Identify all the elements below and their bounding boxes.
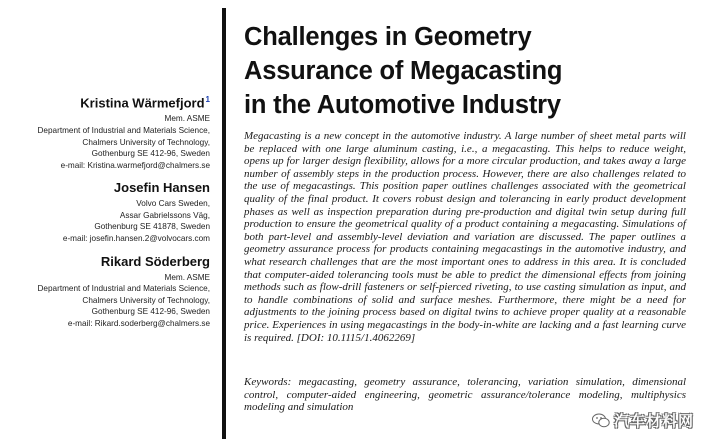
author-column bbox=[0, 92, 210, 339]
watermark-text: 汽车材料网 bbox=[613, 412, 694, 430]
affiliation-line: e-mail: josefin.hansen.2@volvocars.com bbox=[62, 234, 210, 244]
affiliation-line: Gothenburg SE 412-96, Sweden bbox=[91, 307, 210, 317]
affiliation-line: Chalmers University of Technology, bbox=[82, 137, 210, 147]
affiliation-line: Volvo Cars Sweden, bbox=[136, 199, 210, 209]
author-name bbox=[0, 92, 210, 111]
abstract: Megacasting is a new concept in the automotive industry. A large number of sheet metal parts will be replaced with one large aluminum casting, i.e., a megacasting. This helps to reduce weight, opens up for larger design flexibility, allows for a more circular production, and takes away a large number of assembly steps in the production process. However, there are also challenges related to the use of megacastings. This position paper outlines challenges associated with the geometrical quality of the final product. It covers robust design and tolerancing in early product development phases as well as inspection preparation during pre-production and digital twin setup during full production to ensure the geometrical quality of a product containing a megacasting. Simulations of both part-level and assembly-level deviation and variation are discussed. The paper outlines a geometry assurance process for products containing megacastings in the automotive industry, and what research challenges that are the most important ones to address in this area. It is concluded that computer-aided tolerancing tools must be able to predict the dimensional effects from joining methods such as flow-drill fasteners or self-pierced riveting, to use casting simulation as input, and to handle combinations of solid and surface meshes. Furthermore, there might be a need for adjustments to the joining process based on digital twins to achieve proper quality at a reasonable price. Experiences in using megacastings in the body-in-white are lacking and a fast learning curve is required. [DOI: 10.1115/1.4062269] bbox=[244, 130, 686, 344]
title-line: in the Automotive Industry bbox=[244, 91, 561, 119]
author-block bbox=[0, 92, 210, 171]
paper-title bbox=[244, 20, 684, 122]
affiliation-line: Mem. ASME bbox=[164, 272, 210, 282]
author-name bbox=[0, 254, 210, 270]
vertical-rule bbox=[222, 8, 226, 439]
wechat-icon bbox=[592, 413, 610, 428]
watermark bbox=[592, 410, 694, 431]
author-name-text: Rikard Söderberg bbox=[100, 253, 210, 269]
affiliation-line: e-mail: Kristina.warmefjord@chalmers.se bbox=[60, 160, 210, 170]
keywords-label: Keywords: bbox=[244, 376, 292, 388]
keywords bbox=[244, 376, 686, 414]
author-footnote-link[interactable]: 1 bbox=[205, 95, 210, 104]
affiliation-line: e-mail: Rikard.soderberg@chalmers.se bbox=[67, 319, 210, 329]
author-name-text: Josefin Hansen bbox=[113, 180, 210, 196]
affiliation-line: Gothenburg SE 41878, Sweden bbox=[94, 222, 210, 232]
author-name-text: Kristina Wärmefjord bbox=[80, 95, 205, 111]
title-line: Challenges in Geometry bbox=[244, 23, 532, 51]
affiliation-line: Assar Gabrielssons Väg, bbox=[119, 210, 210, 220]
affiliation-line: Mem. ASME bbox=[164, 114, 210, 124]
author-block bbox=[0, 180, 210, 244]
affiliation-line: Department of Industrial and Materials Science, bbox=[37, 284, 210, 294]
title-line: Assurance of Megacasting bbox=[244, 57, 563, 85]
affiliation-line: Department of Industrial and Materials Science, bbox=[37, 125, 210, 135]
affiliation-line: Chalmers University of Technology, bbox=[82, 295, 210, 305]
affiliation-line: Gothenburg SE 412-96, Sweden bbox=[91, 149, 210, 159]
author-block bbox=[0, 254, 210, 330]
author-name bbox=[0, 180, 210, 196]
keywords-list: megacasting, geometry assurance, tolerancing, variation simulation, dimensional control, computer-aided engineering, geometric assurance/tolerance modeling, multiphysics modeling and simulation bbox=[244, 376, 687, 414]
